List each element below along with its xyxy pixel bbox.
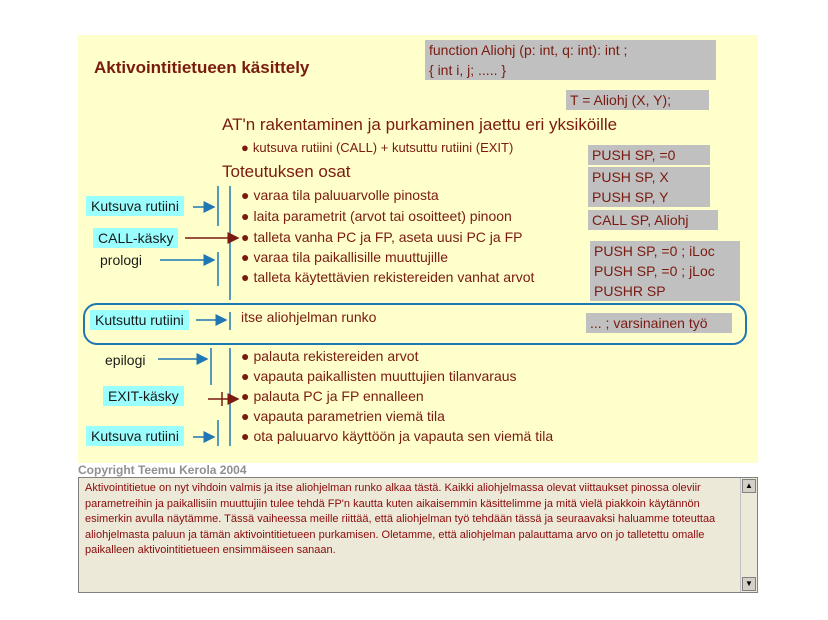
bullet-text: varaa tila paikallisille muuttujille (253, 249, 448, 265)
bullet-text: palauta rekistereiden arvot (253, 348, 419, 364)
scroll-down-icon[interactable]: ▼ (742, 577, 756, 591)
speaker-notes-pane[interactable] (78, 477, 758, 593)
bullet-text: talleta käytettävien rekistereiden vanhat arvot (253, 269, 535, 285)
label-kutsuva-rutiini-top: Kutsuva rutiini (86, 196, 184, 216)
speaker-notes-text: Aktivointitietue on nyt vihdoin valmis ja itse aliohjelman runko alkaa tästä. Kaikki aliohjelmassa olevat viittaukset pinossa oleviir parametreihin ja paikallisiin muuttujiin tulee tehdä FP'n kautta kuten aikaisemmin käsittelimme ja mitä vielä piakkoin käytännön esimerkin avulla näytämme. Tässä vaiheessa meille riittää, että aliohjelman työ tehdään tässä ja seuraavaksi haluamme toteuttaa aliohjelmasta paluun ja tämän aktivointitietueen purkamisen. Oletamme, että aliohjelman palauttama arvo on jo talletettu omalle paikalleen aktivointitietueen ensimmäiseen sanaan. (85, 482, 716, 557)
asm-push-return: PUSH SP, =0 (588, 145, 710, 165)
bullet-text: vapauta parametrien viemä tila (253, 408, 445, 424)
scroll-up-icon[interactable]: ▲ (742, 479, 756, 493)
bullet-dot-icon: ● (241, 428, 250, 444)
asm-push-y: PUSH SP, Y (592, 189, 669, 205)
bullet-text: palauta PC ja FP ennalleen (253, 388, 424, 404)
bullet-dot-icon: ● (241, 187, 250, 203)
copyright: Copyright Teemu Kerola 2004 (78, 463, 247, 477)
bullet-dot-icon: ● (241, 269, 250, 285)
bullet-text: ota paluuarvo käyttöön ja vapauta sen viemä tila (253, 428, 554, 444)
bullet-dot-icon: ● (241, 208, 250, 224)
asm-pushr: PUSHR SP (594, 283, 666, 299)
bullet-dot-icon: ● (241, 408, 250, 424)
body-text: itse aliohjelman runko (241, 309, 377, 325)
heading-implementation: Toteutuksen osat (222, 162, 351, 181)
asm-push-iloc: PUSH SP, =0 ; iLoc (594, 243, 715, 259)
slide-title: Aktivointitietueen käsittely (94, 58, 310, 77)
bullet-text: talleta vanha PC ja FP, aseta uusi PC ja FP (253, 229, 523, 245)
label-prologi: prologi (100, 252, 143, 268)
label-kutsuva-rutiini-bottom: Kutsuva rutiini (86, 426, 184, 446)
bullet-dot-icon: ● (241, 348, 250, 364)
asm-push-jloc: PUSH SP, =0 ; jLoc (594, 263, 715, 279)
bullet-dot-icon: ● (241, 249, 250, 265)
heading-at-construction: AT'n rakentaminen ja purkaminen jaettu eri yksiköille (222, 115, 618, 134)
call-expression: T = Aliohj (X, Y); (566, 90, 709, 110)
asm-work: ... ; varsinainen työ (586, 313, 732, 333)
code-line-1: function Aliohj (p: int, q: int): int ; (429, 42, 628, 58)
bullet-text: varaa tila paluuarvolle pinosta (253, 187, 439, 203)
code-line-2: { int i, j; ..... } (429, 62, 507, 78)
asm-call: CALL SP, Aliohj (588, 210, 718, 230)
label-epilogi: epilogi (105, 352, 146, 368)
bullet-text: vapauta paikallisten muuttujien tilanvaraus (253, 368, 517, 384)
bullet-dot-icon: ● (241, 388, 250, 404)
bullet-dot-icon: ● (241, 368, 250, 384)
label-call-kasky: CALL-käsky (93, 228, 178, 248)
bullet-text: laita parametrit (arvot tai osoitteet) pinoon (253, 208, 512, 224)
asm-push-x: PUSH SP, X (592, 169, 669, 185)
bullet-dot-icon: ● (241, 229, 250, 245)
notes-scrollbar[interactable] (740, 478, 757, 592)
label-kutsuttu-rutiini: Kutsuttu rutiini (90, 310, 189, 330)
label-exit-kasky: EXIT-käsky (103, 386, 184, 406)
bullet-dot-icon: ● (241, 140, 249, 155)
bullet-intro-text: kutsuva rutiini (CALL) + kutsuttu rutiini (EXIT) (252, 140, 514, 155)
